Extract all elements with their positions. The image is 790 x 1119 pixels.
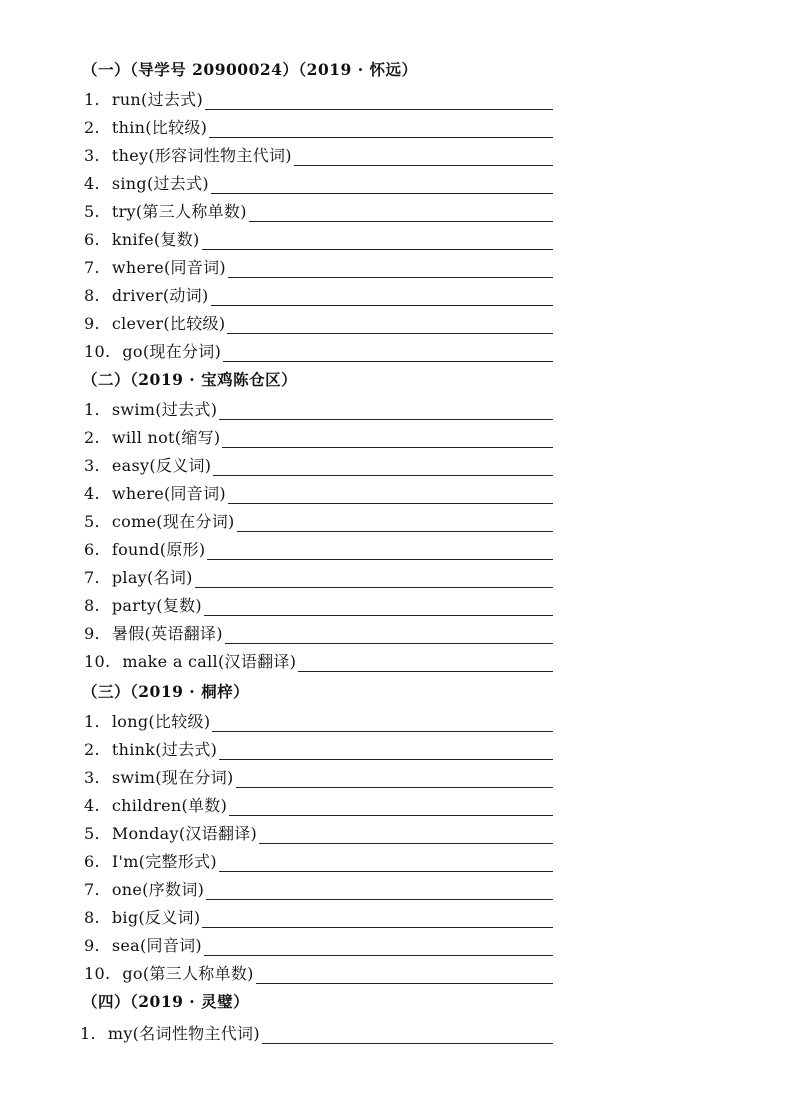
answer-blank[interactable] (225, 625, 553, 644)
answer-blank[interactable] (213, 457, 553, 476)
item-number: 7. (84, 568, 100, 587)
answer-blank[interactable] (219, 741, 553, 760)
item-number: 6. (84, 852, 100, 871)
item-prompt: knife(复数) (111, 230, 200, 249)
answer-blank[interactable] (219, 401, 553, 420)
item-prompt: I'm(完整形式) (111, 852, 217, 871)
item-prompt: swim(过去式) (111, 400, 218, 419)
item-number: 10. (84, 964, 111, 983)
item-prompt: 暑假(英语翻译) (111, 624, 223, 643)
item-prompt: easy(反义词) (111, 456, 212, 475)
exercise-item (84, 590, 553, 616)
item-number: 10. (84, 652, 111, 671)
answer-blank[interactable] (205, 91, 553, 110)
section-heading: （三）（2019 · 桐梓） (82, 682, 250, 701)
exercise-item (84, 394, 553, 420)
answer-blank[interactable] (204, 937, 553, 956)
answer-blank[interactable] (211, 287, 553, 306)
item-number: 9. (84, 936, 100, 955)
item-prompt: try(第三人称单数) (111, 202, 247, 221)
item-number: 6. (84, 540, 100, 559)
item-number: 8. (84, 286, 100, 305)
item-number: 1. (84, 90, 100, 109)
answer-blank[interactable] (236, 769, 553, 788)
item-prompt: where(同音词) (111, 484, 226, 503)
exercise-item (84, 930, 553, 956)
item-prompt: sea(同音词) (111, 936, 202, 955)
exercise-item (84, 478, 553, 504)
answer-blank[interactable] (211, 175, 553, 194)
item-number: 7. (84, 880, 100, 899)
exercise-item (84, 762, 553, 788)
item-number: 9. (84, 624, 100, 643)
answer-blank[interactable] (195, 569, 553, 588)
exercise-item (84, 196, 553, 222)
item-prompt: found(原形) (111, 540, 206, 559)
item-number: 5. (84, 824, 100, 843)
item-number: 5. (84, 512, 100, 531)
item-prompt: make a call(汉语翻译) (122, 652, 297, 671)
item-number: 1. (84, 400, 100, 419)
item-number: 5. (84, 202, 100, 221)
answer-blank[interactable] (202, 909, 553, 928)
exercise-item (84, 450, 553, 476)
item-prompt: they(形容词性物主代词) (111, 146, 292, 165)
exercise-item (84, 224, 553, 250)
exercise-item (84, 308, 553, 334)
item-prompt: long(比较级) (111, 712, 211, 731)
exercise-item (84, 252, 553, 278)
exercise-item (84, 336, 553, 362)
item-number: 6. (84, 230, 100, 249)
exercise-item (84, 506, 553, 532)
item-prompt: swim(现在分词) (111, 768, 234, 787)
item-prompt: where(同音词) (111, 258, 226, 277)
item-number: 2. (84, 118, 100, 137)
exercise-item (84, 646, 553, 672)
item-prompt: one(序数词) (111, 880, 205, 899)
answer-blank[interactable] (259, 825, 553, 844)
exercise-item (84, 846, 553, 872)
answer-blank[interactable] (262, 1025, 553, 1044)
item-prompt: go(现在分词) (122, 342, 222, 361)
item-prompt: go(第三人称单数) (122, 964, 254, 983)
item-number: 10. (84, 342, 111, 361)
item-number: 2. (84, 740, 100, 759)
item-number: 4. (84, 484, 100, 503)
item-number: 1. (80, 1024, 96, 1043)
item-prompt: come(现在分词) (111, 512, 235, 531)
item-prompt: will not(缩写) (111, 428, 221, 447)
item-prompt: driver(动词) (111, 286, 209, 305)
answer-blank[interactable] (207, 541, 553, 560)
item-prompt: my(名词性物主代词) (107, 1024, 260, 1043)
item-number: 3. (84, 768, 100, 787)
answer-blank[interactable] (237, 513, 553, 532)
item-number: 1. (84, 712, 100, 731)
item-number: 9. (84, 314, 100, 333)
answer-blank[interactable] (256, 965, 553, 984)
exercise-item (84, 818, 553, 844)
item-number: 8. (84, 596, 100, 615)
item-number: 3. (84, 456, 100, 475)
answer-blank[interactable] (294, 147, 553, 166)
exercise-item (84, 618, 553, 644)
answer-blank[interactable] (298, 653, 553, 672)
answer-blank[interactable] (222, 429, 553, 448)
section-heading: （四）（2019 · 灵璧） (82, 992, 250, 1011)
section-heading: （二）（2019 · 宝鸡陈仓区） (82, 370, 298, 389)
exercise-item (84, 902, 553, 928)
exercise-item (84, 534, 553, 560)
answer-blank[interactable] (229, 797, 553, 816)
exercise-item (84, 874, 553, 900)
item-number: 7. (84, 258, 100, 277)
exercise-item (84, 280, 553, 306)
answer-blank[interactable] (202, 231, 553, 250)
answer-blank[interactable] (212, 713, 553, 732)
answer-blank[interactable] (227, 315, 553, 334)
exercise-item (84, 140, 553, 166)
exercise-item (84, 790, 553, 816)
item-prompt: Monday(汉语翻译) (111, 824, 258, 843)
item-number: 8. (84, 908, 100, 927)
answer-blank[interactable] (204, 597, 553, 616)
exercise-item (84, 168, 553, 194)
exercise-item (84, 84, 553, 110)
item-prompt: children(单数) (111, 796, 228, 815)
answer-blank[interactable] (219, 853, 553, 872)
item-prompt: thin(比较级) (111, 118, 208, 137)
item-prompt: party(复数) (111, 596, 202, 615)
item-number: 4. (84, 796, 100, 815)
item-prompt: run(过去式) (111, 90, 204, 109)
item-prompt: play(名词) (111, 568, 193, 587)
exercise-item (80, 1018, 553, 1044)
exercise-item (84, 706, 553, 732)
answer-blank[interactable] (228, 485, 553, 504)
exercise-item (84, 734, 553, 760)
answer-blank[interactable] (209, 119, 553, 138)
item-prompt: think(过去式) (111, 740, 218, 759)
exercise-item (84, 562, 553, 588)
item-prompt: clever(比较级) (111, 314, 226, 333)
item-prompt: sing(过去式) (111, 174, 209, 193)
answer-blank[interactable] (223, 343, 553, 362)
exercise-item (84, 422, 553, 448)
exercise-item (84, 112, 553, 138)
answer-blank[interactable] (228, 259, 553, 278)
item-number: 3. (84, 146, 100, 165)
item-number: 4. (84, 174, 100, 193)
item-prompt: big(反义词) (111, 908, 201, 927)
answer-blank[interactable] (249, 203, 553, 222)
exercise-item (84, 958, 553, 984)
section-heading: （一）（导学号 20900024）（2019 · 怀远） (82, 60, 418, 79)
item-number: 2. (84, 428, 100, 447)
answer-blank[interactable] (206, 881, 553, 900)
